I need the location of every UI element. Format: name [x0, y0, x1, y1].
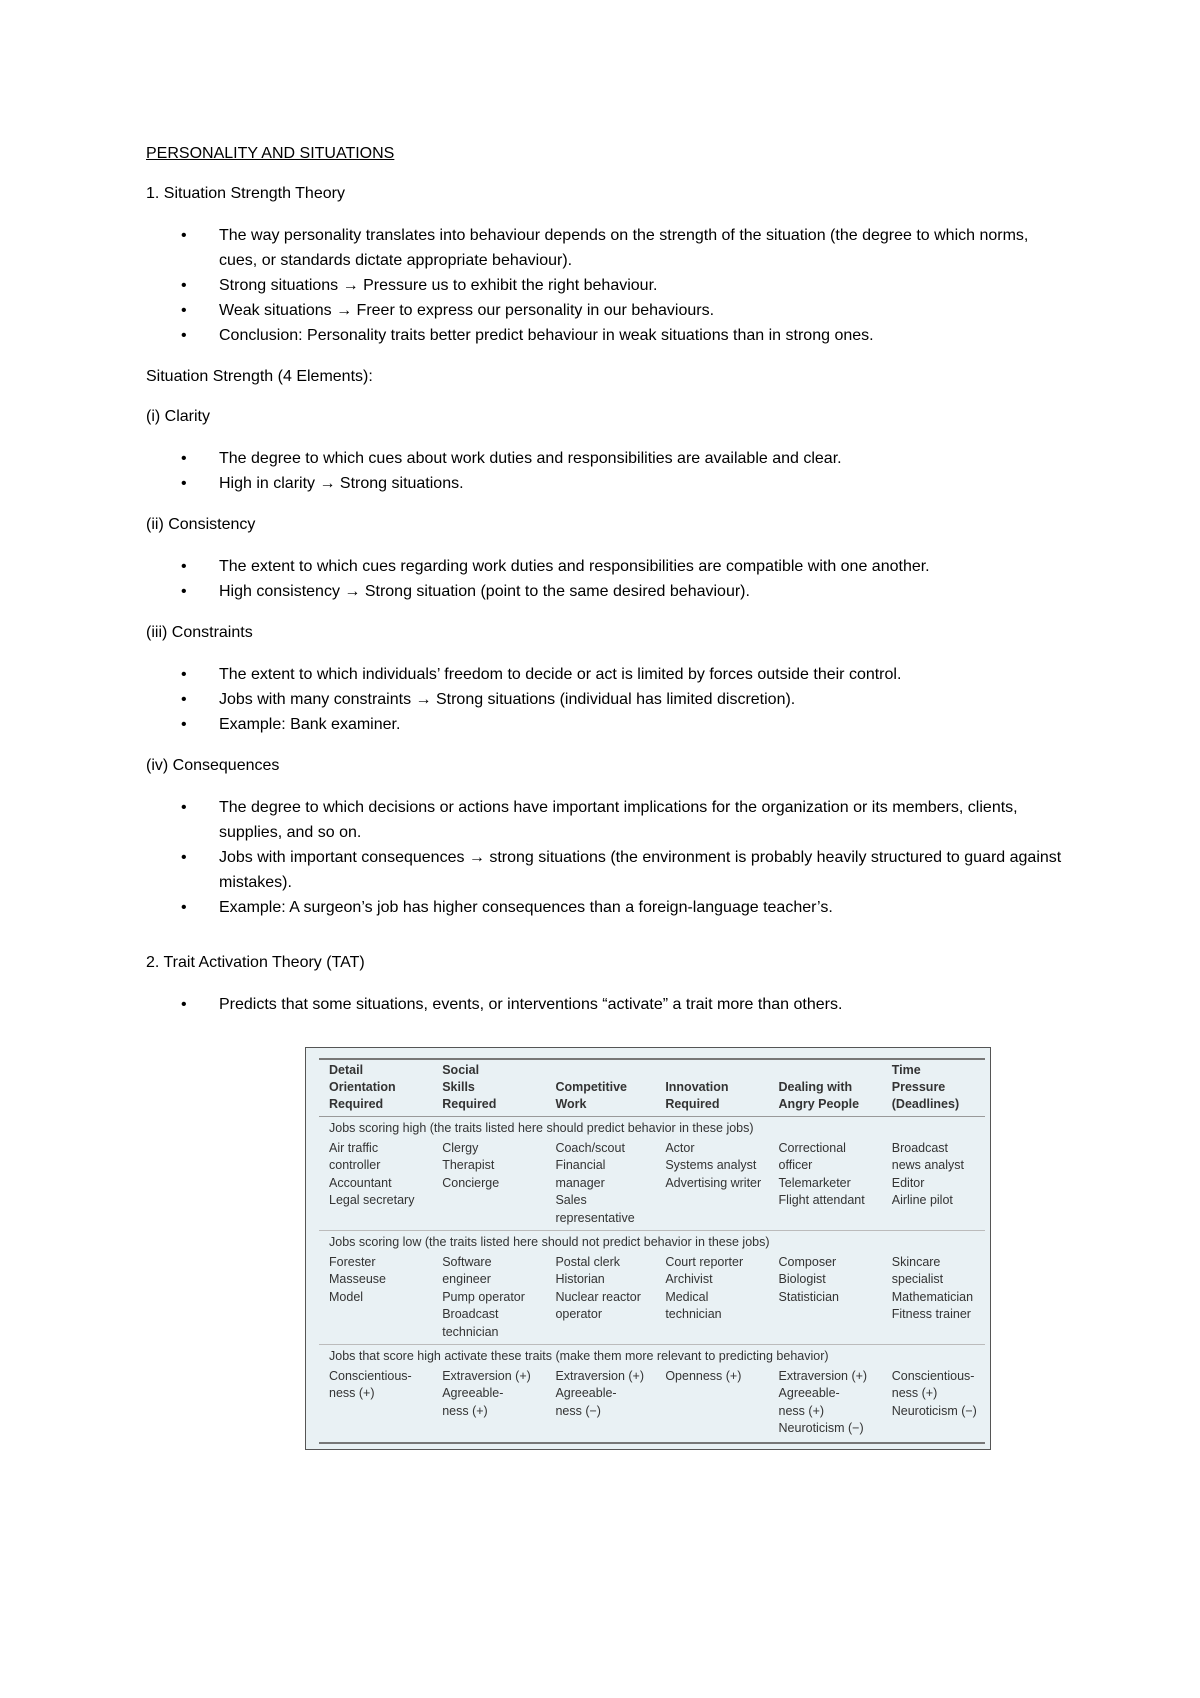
- table-cell: Forester Masseuse Model: [329, 1254, 386, 1304]
- list-item: • Conclusion: Personality traits better predict behaviour in weak situations than in strong ones.: [219, 323, 1066, 348]
- table-cell: Skincare specialist Mathematician Fitness trainer: [891, 1254, 974, 1321]
- table-cell: Openness (+): [655, 1368, 768, 1443]
- table-group-label: Jobs scoring low (the traits listed here should not predict behavior in these jobs): [319, 1231, 985, 1254]
- list-item: • Example: Bank examiner.: [219, 712, 1066, 737]
- element-heading-clarity: (i) Clarity: [146, 408, 210, 425]
- bullet-list-section2: [146, 992, 1066, 1017]
- table-column-header: Time Pressure (Deadlines): [882, 1059, 985, 1117]
- table-cell: Postal clerk Historian Nuclear reactor operator: [555, 1254, 641, 1321]
- table-column-header: Dealing with Angry People: [769, 1059, 882, 1117]
- bullet-list-constraints: [146, 662, 1066, 737]
- table-group-label: Jobs that score high activate these traits (make them more relevant to predicting behavior): [319, 1345, 985, 1368]
- table-row: [319, 1140, 985, 1231]
- table-cell: Air traffic controller Accountant Legal secretary: [329, 1140, 415, 1207]
- bullet-list-consistency: [146, 554, 1066, 604]
- table-group-label-row: [319, 1231, 985, 1254]
- table-column-header: Competitive Work: [545, 1059, 655, 1117]
- element-heading-consistency: (ii) Consistency: [146, 516, 256, 533]
- list-item: • Jobs with important consequences → strong situations (the environment is probably heavily structured to guard against mistakes).: [219, 845, 1066, 895]
- section-heading-situation-strength: 1. Situation Strength Theory: [146, 185, 345, 202]
- section-heading-trait-activation: 2. Trait Activation Theory (TAT): [146, 954, 365, 971]
- bullet-list-section1: [146, 223, 1066, 348]
- table-column-header: Innovation Required: [655, 1059, 768, 1117]
- table-cell: Extraversion (+) Agreeable- ness (+) Neuroticism (−): [769, 1368, 882, 1443]
- table-row: [319, 1368, 985, 1443]
- trait-activation-table: [319, 1058, 985, 1444]
- bullet-list-consequences: [146, 795, 1066, 920]
- table-body: [319, 1117, 985, 1443]
- list-item: • The extent to which cues regarding work duties and responsibilities are compatible with one another.: [219, 554, 1066, 579]
- table-column-header: Detail Orientation Required: [319, 1059, 432, 1117]
- table-row: [319, 1254, 985, 1345]
- table-group-label: Jobs scoring high (the traits listed here should predict behavior in these jobs): [329, 1121, 754, 1135]
- table-cell: Extraversion (+) Agreeable- ness (−): [545, 1368, 655, 1443]
- elements-heading: Situation Strength (4 Elements):: [146, 368, 373, 385]
- element-heading-consequences: (iv) Consequences: [146, 757, 280, 774]
- list-item: • Weak situations → Freer to express our personality in our behaviours.: [219, 298, 1066, 323]
- table-cell: Court reporter Archivist Medical technician: [665, 1254, 744, 1321]
- table-cell: Composer Biologist Statistician: [778, 1254, 839, 1304]
- list-item: • Predicts that some situations, events, or interventions “activate” a trait more than others.: [219, 992, 1066, 1017]
- element-heading-constraints: (iii) Constraints: [146, 624, 253, 641]
- table-column-header: Social Skills Required: [432, 1059, 545, 1117]
- table-cell: Broadcast news analyst Editor Airline pilot: [891, 1140, 965, 1207]
- list-item: • The way personality translates into behaviour depends on the strength of the situation (the degree to which norms, cues, or standards dictate appropriate behaviour).: [219, 223, 1066, 273]
- trait-activation-table-figure: [305, 1047, 991, 1450]
- table-cell: Actor Systems analyst Advertising writer: [665, 1140, 762, 1190]
- table-cell: Software engineer Pump operator Broadcast technician: [442, 1254, 525, 1339]
- table-header-row: [319, 1059, 985, 1117]
- list-item: • The extent to which individuals’ freedom to decide or act is limited by forces outside their control.: [219, 662, 1066, 687]
- list-item: • Strong situations → Pressure us to exhibit the right behaviour.: [219, 273, 1066, 298]
- list-item: • The degree to which decisions or actions have important implications for the organization or its members, clients, supplies, and so on.: [219, 795, 1066, 845]
- table-group-label-row: [319, 1117, 985, 1140]
- list-item: • The degree to which cues about work duties and responsibilities are available and clear.: [219, 446, 1066, 471]
- table-cell: Coach/scout Financial manager Sales representative: [555, 1140, 635, 1225]
- table-cell: Conscientious- ness (+) Neuroticism (−): [882, 1368, 985, 1443]
- document-page: [146, 143, 1066, 1035]
- table-cell: Correctional officer Telemarketer Flight attendant: [778, 1140, 865, 1207]
- table-cell: Extraversion (+) Agreeable- ness (+): [432, 1368, 545, 1443]
- list-item: • Jobs with many constraints → Strong situations (individual has limited discretion).: [219, 687, 1066, 712]
- page-title: PERSONALITY AND SITUATIONS: [146, 145, 395, 162]
- list-item: • Example: A surgeon’s job has higher consequences than a foreign-language teacher’s.: [219, 895, 1066, 920]
- table-cell: Clergy Therapist Concierge: [442, 1140, 500, 1190]
- table-cell: Conscientious- ness (+): [319, 1368, 432, 1443]
- list-item: • High in clarity → Strong situations.: [219, 471, 1066, 496]
- bullet-list-clarity: [146, 446, 1066, 496]
- table-group-label-row: [319, 1345, 985, 1368]
- list-item: • High consistency → Strong situation (point to the same desired behaviour).: [219, 579, 1066, 604]
